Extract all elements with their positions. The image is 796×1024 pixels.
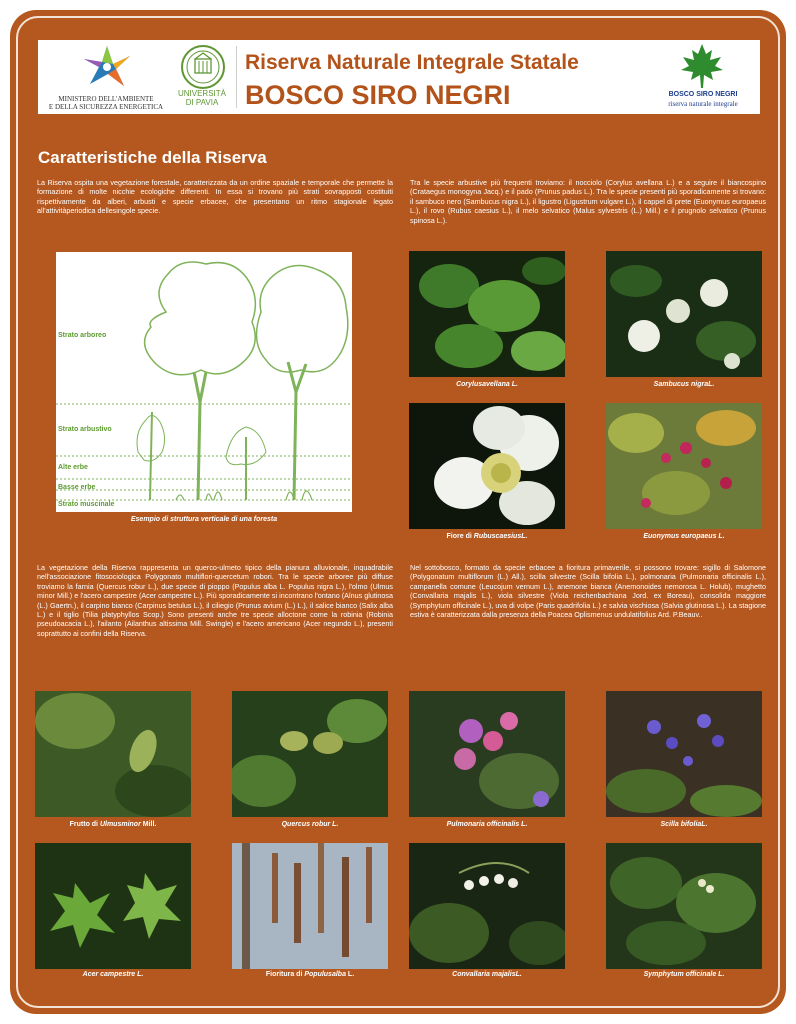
layer-label-shrub: Strato arbustivo <box>58 426 112 433</box>
caption-populus: Fioritura di Populusalba L. <box>265 971 355 978</box>
shrubs-paragraph: Tra le specie arbustive più frequenti troviamo: il nocciolo (Corylus avellana L.) e a seguire il biancospino (Crataegus monogyna Jacq.) e il pado (Prunus padus L.). Tra le specie presenti più sporadicamente si trovano: il sambuco nero (Sambucus nigra L.), il ligustro (Ligustrum vulgare L.), il cappel di prete (Euonymus europaeus L.), il rovo (Rubus caesius L.), il melo selvatico (Malus sylvestris (L.) Mill.) e il prugnolo selvatico (Prunus spinosa L.). <box>410 178 766 225</box>
forest-structure-diagram <box>56 252 352 512</box>
photo-pulmonaria <box>409 691 565 817</box>
reserve-logo-name: BOSCO SIRO NEGRI <box>668 91 738 98</box>
photo-euonymus <box>606 403 762 529</box>
photo-quercus <box>232 691 388 817</box>
undergrowth-paragraph: Nel sottobosco, formato da specie erbacee a fioritura primaverile, si possono trovare: sigillo di Salomone (Polygonatum multiflorum (L.) All.), scilla silvestre (Scilla bifolia L.), polmonaria (Pulmonaria officinalis L.), campanella comune (Leucojum vernum L.), anemone bianca (Anemonoides nemorosa L. Holub), mughetto (Convallaria majalis L.), viola silvestre (Viola reichenbachiana Jord. ex Boreau), consolida maggiore (Symphytum officinale L.), uva di volpe (Paris quadrifolia L.) e salvia vischiosa (Salvia glutinosa L.). La stagione estiva è caratterizzata dalla presenza della Poacea Oplismenus undulatifolius Ard. P.Beauv.. <box>410 563 766 620</box>
caption-pulmonaria: Pulmonaria officinalis L. <box>446 821 528 828</box>
layer-label-moss: Strato muscinale <box>58 501 115 508</box>
ministry-name: MINISTERO DELL'AMBIENTE E DELLA SICUREZZA ENERGETICA <box>48 95 164 111</box>
caption-quercus: Quercus robur L. <box>281 821 339 828</box>
photo-acer <box>35 843 191 969</box>
section-title: Caratteristiche della Riserva <box>38 148 267 167</box>
caption-corylus: Corylusavellana L. <box>456 381 518 388</box>
photo-convallaria <box>409 843 565 969</box>
diagram-caption: Esempio di struttura verticale di una foresta <box>130 516 278 523</box>
caption-convallaria: Convallaria majalisL. <box>452 971 522 978</box>
photo-corylus <box>409 251 565 377</box>
maple-leaf-logo-icon <box>679 42 725 90</box>
university-seal-icon <box>180 44 226 90</box>
ministry-logo-icon <box>80 42 134 92</box>
photo-symphytum <box>606 843 762 969</box>
photo-populus <box>232 843 388 969</box>
layer-label-tall-herbs: Alte erbe <box>58 464 88 471</box>
caption-acer: Acer campestre L. <box>82 971 144 978</box>
layer-label-tree: Strato arboreo <box>58 332 107 339</box>
caption-scilla: Scilla bifoliaL. <box>660 821 708 828</box>
photo-ulmus <box>35 691 191 817</box>
photo-sambucus <box>606 251 762 377</box>
page-title-line1: Riserva Naturale Integrale Statale <box>245 51 579 74</box>
forest-illustration <box>56 252 352 512</box>
header-divider <box>236 46 237 108</box>
caption-euonymus: Euonymus europaeus L. <box>643 533 725 540</box>
vegetation-paragraph: La vegetazione della Riserva rappresenta un querco-ulmeto tipico della pianura alluvionale, inquadrabile nell'associazione fitosociologica Polygonato multiflori-quercetum robori. Tra le specie arboree più diffuse troviamo la farnia (Quercus robur L.), due specie di pioppo (Populus alba L. Populus nigra L.), l'olmo (Ulmus minor Mill.) e l'acero campestre (Acer campestre L.). Più sporadicamente si incontrano l'ontano (Alnus glutinosa (L.) Gaertn.), il carpino bianco (Carpinus betulus L.), il ciliegio (Prunus avium (L.) L.), il salice bianco (Salix alba L.) e il tiglio (Tilia platyphyllos Scop.) Sono presenti anche tre specie alloctone come la robinia (Robinia pseudoacacia L.), l'ailanto (Ailanthus altissima Mill. Swingle) e l'acero americano (Acer negundo L.), presenti soprattutto ai confini della Riserva. <box>37 563 393 638</box>
intro-paragraph: La Riserva ospita una vegetazione forestale, caratterizzata da un ordine spaziale e temporale che permette la formazione di molte nicchie ecologiche differenti. In essa si trovano più strati sovrapposti costituiti rispettivamente da alberi, arbusti e specie erbacee, che presentano un ritmo stagionale legato all'attivitàperiodica dellesingole specie. <box>37 178 393 216</box>
layer-label-low-herbs: Basse erbe <box>58 484 96 491</box>
caption-symphytum: Symphytum officinale L. <box>643 971 725 978</box>
university-name: UNIVERSITÀ DI PAVIA <box>177 89 226 107</box>
page-title-line2: BOSCO SIRO NEGRI <box>245 80 511 110</box>
photo-scilla <box>606 691 762 817</box>
photo-rubus <box>409 403 565 529</box>
reserve-logo-subtitle: riserva naturale integrale <box>668 100 738 108</box>
caption-ulmus: Frutto di Ulmusminor Mill. <box>69 821 157 828</box>
caption-sambucus: Sambucus nigraL. <box>653 381 715 388</box>
caption-rubus: Fiore di RubuscaesiusL. <box>446 533 528 540</box>
